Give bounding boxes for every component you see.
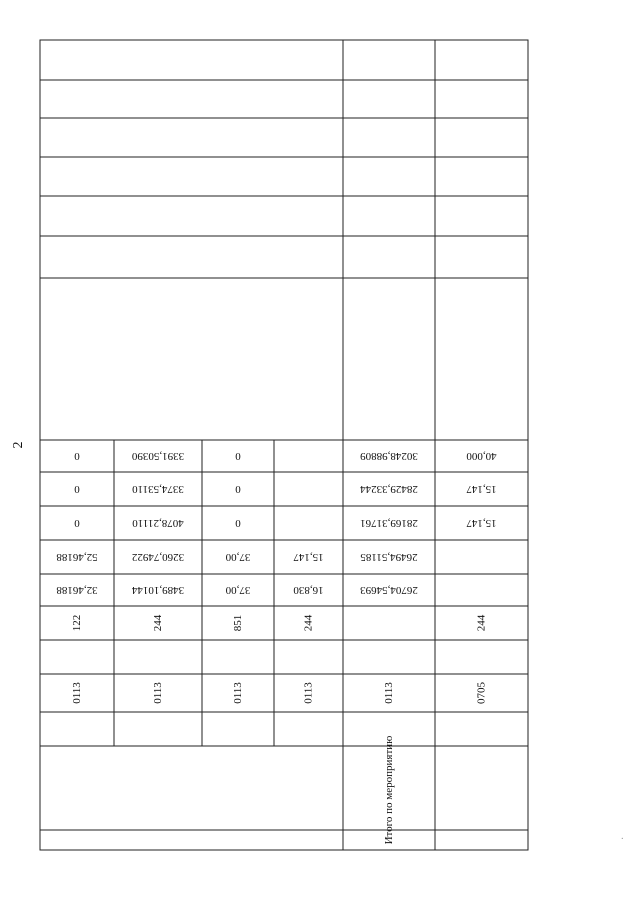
total-label: Итого по мероприятию — [383, 735, 395, 845]
cell-c3-r4: 37,00 — [225, 551, 251, 563]
cell-c5-r3: 28169,31761 — [360, 517, 418, 529]
cell-c6-kbk: 0705 — [475, 682, 488, 704]
cell-c3-r3: 0 — [235, 517, 241, 529]
cell-c1-kbk: 0113 — [71, 682, 83, 704]
footer-mark: · — [620, 834, 624, 845]
cell-c3-r2: 0 — [235, 483, 241, 495]
cell-c4-r5: 16,830 — [293, 584, 324, 596]
cell-c5-r1: 30248,98809 — [360, 450, 418, 462]
cell-c2-kbk: 0113 — [152, 682, 164, 704]
cell-c1-r2: 0 — [74, 483, 80, 495]
cell-c1-vr: 122 — [71, 614, 83, 632]
cell-c2-r2: 3374,53110 — [132, 483, 184, 495]
cell-c2-r5: 3489,10144 — [131, 584, 185, 596]
cell-c2-r4: 3260,74922 — [131, 551, 185, 563]
cell-c5-r4: 26494,51185 — [360, 551, 418, 563]
cell-c5-r5: 26704,54693 — [360, 584, 418, 596]
cell-c4-kbk: 0113 — [302, 682, 315, 704]
cell-c5-r2: 28429,33244 — [360, 483, 418, 495]
cell-c1-r5: 32,46188 — [56, 584, 98, 596]
cell-c1-r1: 0 — [74, 450, 80, 462]
cell-c2-r1: 3391,50390 — [131, 450, 185, 462]
cell-c3-r5: 37,00 — [225, 584, 251, 596]
cell-c4-vr: 244 — [302, 614, 315, 632]
cell-c6-vr: 244 — [475, 614, 488, 632]
cell-c3-vr: 851 — [232, 614, 244, 632]
cell-c3-kbk: 0113 — [232, 682, 244, 704]
cell-c6-r3: 15,147 — [466, 517, 497, 529]
cell-c1-r3: 0 — [74, 517, 80, 529]
cell-c4-r4: 15,147 — [293, 551, 324, 563]
cell-c2-r3: 4078,21110 — [132, 517, 184, 529]
cell-c1-r4: 52,46188 — [56, 551, 98, 563]
cell-c6-r1: 40,000 — [466, 450, 497, 462]
cell-c3-r1: 0 — [235, 450, 241, 462]
cell-c6-r2: 15,147 — [466, 483, 497, 495]
cell-c5-kbk: 0113 — [383, 682, 395, 704]
cell-c2-vr: 244 — [152, 614, 164, 632]
page-number: 2 — [11, 441, 26, 449]
